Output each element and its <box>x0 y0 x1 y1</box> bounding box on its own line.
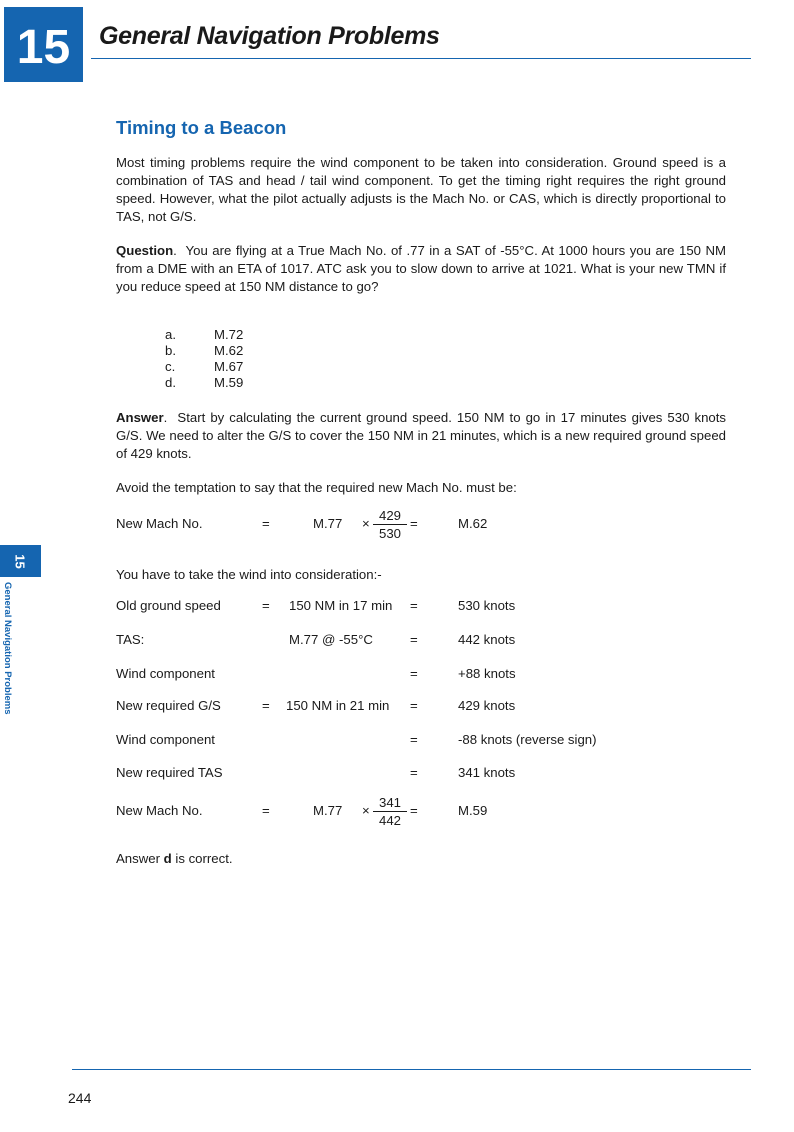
equals-sign: = <box>262 698 270 713</box>
row-label: TAS: <box>116 632 145 647</box>
fraction-numerator: 429 <box>373 508 407 525</box>
answer-label: Answer <box>116 410 164 425</box>
equals-sign: = <box>410 598 418 613</box>
row-expression: 150 NM in 17 min <box>289 598 393 613</box>
equals-sign: = <box>410 632 418 647</box>
fraction-numerator: 341 <box>373 795 407 812</box>
row-label: Old ground speed <box>116 598 221 613</box>
intro-paragraph: Most timing problems require the wind component to be taken into consideration. Ground speed is a combination of TAS and head / tail wind component. To get the timing right requires the right ground speed. However, what the pilot actually adjusts is the Mach No. or CAS, which is directly proportional to TAS, not G/S. <box>116 155 726 224</box>
chapter-title: General Navigation Problems <box>99 22 440 50</box>
row-expression: 150 NM in 21 min <box>286 698 390 713</box>
section-title: Timing to a Beacon <box>116 117 287 138</box>
row-result: 341 knots <box>458 765 516 780</box>
conclusion-prefix: Answer <box>116 851 160 866</box>
fraction <box>373 795 407 828</box>
row-result: -88 knots (reverse sign) <box>458 732 597 747</box>
calc-result: M.59 <box>458 803 488 818</box>
calc-mach: M.77 <box>313 516 343 531</box>
row-label: New required G/S <box>116 698 221 713</box>
side-tab-text: General Navigation Problems <box>2 582 13 715</box>
option-value: M.72 <box>214 327 244 342</box>
row-result: +88 knots <box>458 666 516 681</box>
calc-result: M.62 <box>458 516 488 531</box>
option-value: M.67 <box>214 359 244 374</box>
equals-sign: = <box>410 765 418 780</box>
conclusion-letter: d <box>163 851 172 866</box>
equals-sign: = <box>262 803 270 818</box>
equals-sign: = <box>410 732 418 747</box>
calc-mach: M.77 <box>313 803 343 818</box>
equals-sign: = <box>262 598 270 613</box>
question-text: You are flying at a True Mach No. of .77 in a SAT of -55°C. At 1000 hours you are 150 NM from a DME with an ETA of 1017. ATC ask you to slow down to arrive at 1021. What is your new TMN if you reduce speed at 150 NM distance to go? <box>116 243 726 294</box>
row-result: 429 knots <box>458 698 516 713</box>
header-divider <box>91 58 751 59</box>
fraction-denominator: 530 <box>378 526 401 541</box>
chapter-number: 15 <box>16 21 71 74</box>
chapter-number-box <box>4 7 83 82</box>
row-label: New required TAS <box>116 765 223 780</box>
equals-sign: = <box>410 698 418 713</box>
option-letter: d. <box>165 375 176 390</box>
row-expression: M.77 @ -55°C <box>289 632 373 647</box>
equals-sign: = <box>410 516 418 531</box>
option-value: M.59 <box>214 375 244 390</box>
row-result: 442 knots <box>458 632 516 647</box>
fraction <box>373 508 407 541</box>
side-tab-number: 15 <box>13 553 28 569</box>
temptation-paragraph: Avoid the temptation to say that the required new Mach No. must be: <box>116 480 517 495</box>
question-paragraph: Question. You are flying at a True Mach No. of .77 in a SAT of -55°C. At 1000 hours you are 150 NM from a DME with an ETA of 1017. ATC ask you to slow down to arrive at 1021. What is your new TMN if you reduce speed at 150 NM distance to go? <box>116 243 726 294</box>
option-letter: b. <box>165 343 176 358</box>
question-label: Question <box>116 243 174 258</box>
footer-divider <box>72 1069 751 1070</box>
row-label: Wind component <box>116 732 215 747</box>
page-number: 244 <box>68 1090 92 1106</box>
option-letter: a. <box>165 327 176 342</box>
calc-label: New Mach No. <box>116 516 203 531</box>
option-value: M.62 <box>214 343 244 358</box>
times-sign: × <box>362 516 370 531</box>
row-result: 530 knots <box>458 598 516 613</box>
times-sign: × <box>362 803 370 818</box>
answer-text: Start by calculating the current ground speed. 150 NM to go in 17 minutes gives 530 knots G/S. We need to alter the G/S to cover the 150 NM in 21 minutes, which is a new required ground speed of 429 knots. <box>116 410 726 461</box>
equals-sign: = <box>410 803 418 818</box>
calc-label: New Mach No. <box>116 803 203 818</box>
option-letter: c. <box>165 359 176 374</box>
answer-paragraph: Answer. Start by calculating the current ground speed. 150 NM to go in 17 minutes gives 530 knots G/S. We need to alter the G/S to cover the 150 NM in 21 minutes, which is a new required ground speed of 429 knots. <box>116 410 726 461</box>
wind-intro: You have to take the wind into consideration:- <box>116 567 382 582</box>
conclusion-suffix: is correct. <box>175 851 233 866</box>
fraction-denominator: 442 <box>378 813 401 828</box>
equals-sign: = <box>410 666 418 681</box>
row-label: Wind component <box>116 666 215 681</box>
conclusion <box>116 851 233 866</box>
equals-sign: = <box>262 516 270 531</box>
